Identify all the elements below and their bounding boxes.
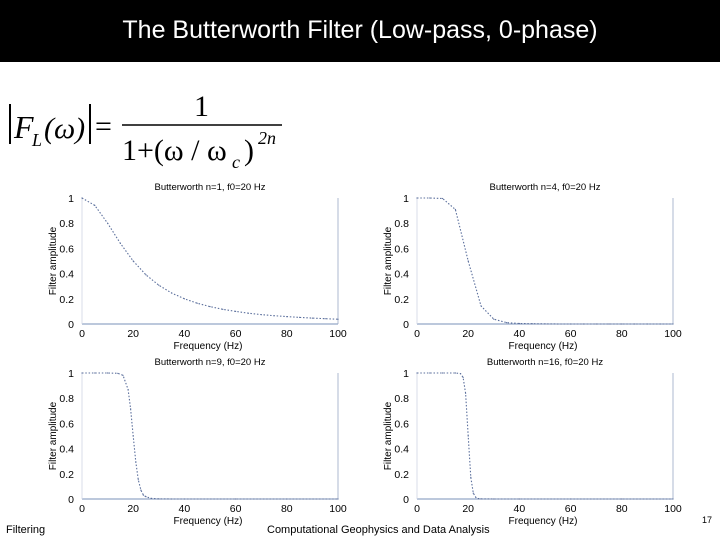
x-tick-label: 40 <box>178 503 191 515</box>
data-point <box>337 319 338 320</box>
denominator-main: 1+(ω / ω <box>122 134 227 167</box>
footer-left: Filtering <box>6 524 46 536</box>
data-point <box>416 197 417 198</box>
x-tick-label: 20 <box>127 328 140 340</box>
y-tick-label: 0.2 <box>394 293 409 306</box>
data-point <box>647 323 648 324</box>
formula-arg: (ω) <box>44 112 86 145</box>
data-point <box>158 498 159 499</box>
data-point <box>94 205 95 206</box>
y-tick-label: 1 <box>403 368 409 380</box>
x-tick-label: 40 <box>513 328 526 340</box>
data-point <box>325 318 326 319</box>
y-tick-label: 0.8 <box>59 218 74 231</box>
x-tick-label: 60 <box>564 328 577 340</box>
data-point <box>557 323 558 324</box>
x-tick-label: 20 <box>462 328 475 340</box>
data-point <box>184 298 185 299</box>
y-tick-label: 0.4 <box>394 443 409 456</box>
data-point <box>608 323 609 324</box>
y-tick-label: 0.6 <box>59 243 74 256</box>
x-tick-label: 0 <box>414 328 420 340</box>
data-point <box>621 498 622 499</box>
data-point <box>429 197 430 198</box>
data-point <box>235 311 236 312</box>
x-tick-label: 60 <box>564 503 577 515</box>
formula-numerator: 1 <box>194 90 209 123</box>
y-axis-label: Filter amplitude <box>383 226 394 296</box>
data-point <box>299 317 300 318</box>
data-point <box>133 435 134 436</box>
y-tick-label: 0.4 <box>59 443 74 456</box>
data-point <box>286 316 287 317</box>
data-point <box>138 479 139 480</box>
y-tick-label: 0.8 <box>59 393 74 406</box>
data-point <box>570 498 571 499</box>
x-tick-label: 0 <box>79 503 85 515</box>
y-tick-label: 0.6 <box>59 418 74 431</box>
chart-panel-1 <box>48 182 347 352</box>
data-point <box>473 493 474 494</box>
data-point <box>94 372 95 373</box>
data-point <box>235 498 236 499</box>
slide-title: The Butterworth Filter (Low-pass, 0-phase) <box>122 16 598 44</box>
data-point <box>122 375 123 376</box>
x-tick-label: 60 <box>229 328 242 340</box>
data-point <box>130 408 131 409</box>
y-tick-label: 0 <box>68 494 74 506</box>
x-tick-label: 80 <box>615 503 628 515</box>
x-tick-label: 100 <box>329 328 347 340</box>
data-point <box>151 498 152 499</box>
formula-subscript-L: L <box>32 130 43 150</box>
data-point <box>248 313 249 314</box>
data-point <box>470 477 471 478</box>
y-tick-label: 0.6 <box>394 418 409 431</box>
x-axis-label: Frequency (Hz) <box>508 341 578 352</box>
y-tick-label: 0.6 <box>394 243 409 256</box>
y-axis-label: Filter amplitude <box>383 401 394 471</box>
data-point <box>506 322 507 323</box>
data-point <box>107 372 108 373</box>
chart-title: Butterworth n=1, f0=20 Hz <box>154 182 266 193</box>
page-number: 17 <box>702 515 713 525</box>
x-axis-label: Frequency (Hz) <box>173 341 243 352</box>
data-point <box>81 197 82 198</box>
y-tick-label: 0.4 <box>394 268 409 281</box>
data-point <box>480 498 481 499</box>
data-point <box>145 496 146 497</box>
y-tick-label: 1 <box>68 368 74 380</box>
data-point <box>493 319 494 320</box>
y-tick-label: 0.2 <box>394 468 409 481</box>
data-point <box>107 223 108 224</box>
data-point <box>468 260 469 261</box>
chart-panel-2 <box>383 182 682 352</box>
x-tick-label: 20 <box>462 503 475 515</box>
data-point <box>672 323 673 324</box>
data-point <box>455 372 456 373</box>
data-point <box>480 305 481 306</box>
data-point <box>143 495 144 496</box>
data-point <box>672 498 673 499</box>
data-point <box>570 323 571 324</box>
data-point <box>442 372 443 373</box>
x-tick-label: 80 <box>280 328 293 340</box>
plots-root <box>48 182 682 527</box>
x-tick-label: 80 <box>615 328 628 340</box>
data-point <box>465 393 466 394</box>
data-point <box>117 373 118 374</box>
data-point <box>532 323 533 324</box>
formula-equals: = <box>95 110 112 143</box>
denominator-close: ) <box>244 134 254 167</box>
data-point <box>583 323 584 324</box>
data-point <box>133 260 134 261</box>
x-tick-label: 100 <box>664 503 682 515</box>
y-tick-label: 0.4 <box>59 268 74 281</box>
y-tick-label: 0 <box>68 319 74 331</box>
x-tick-label: 80 <box>280 503 293 515</box>
x-axis-label: Frequency (Hz) <box>508 516 578 527</box>
chart-title: Butterworth n=9, f0=20 Hz <box>154 357 266 368</box>
y-tick-label: 0 <box>403 319 409 331</box>
y-tick-label: 0 <box>403 494 409 506</box>
data-point <box>171 292 172 293</box>
y-axis-label: Filter amplitude <box>48 226 59 296</box>
data-point <box>81 372 82 373</box>
data-point <box>171 498 172 499</box>
data-point <box>519 498 520 499</box>
data-point <box>128 389 129 390</box>
data-point <box>286 498 287 499</box>
data-point <box>478 498 479 499</box>
data-point <box>140 490 141 491</box>
data-point <box>442 198 443 199</box>
y-tick-label: 1 <box>68 193 74 205</box>
chart-panel-4 <box>383 357 682 527</box>
data-point <box>273 315 274 316</box>
series-line <box>82 198 338 319</box>
data-point <box>493 498 494 499</box>
data-point <box>634 323 635 324</box>
x-tick-label: 20 <box>127 503 140 515</box>
data-point <box>455 209 456 210</box>
data-point <box>209 306 210 307</box>
data-point <box>120 243 121 244</box>
chart-title: Butterworth n=16, f0=20 Hz <box>486 357 604 368</box>
x-tick-label: 60 <box>229 503 242 515</box>
series-line <box>417 198 673 324</box>
data-point <box>463 377 464 378</box>
denominator-subscript: c <box>232 152 240 170</box>
x-axis-label: Frequency (Hz) <box>173 516 243 527</box>
data-point <box>416 372 417 373</box>
data-point <box>158 285 159 286</box>
x-tick-label: 100 <box>329 503 347 515</box>
data-point <box>596 323 597 324</box>
x-tick-label: 0 <box>414 503 420 515</box>
data-point <box>621 323 622 324</box>
y-axis-label: Filter amplitude <box>48 401 59 471</box>
data-point <box>660 323 661 324</box>
data-point <box>145 274 146 275</box>
x-tick-label: 40 <box>513 503 526 515</box>
x-tick-label: 100 <box>664 328 682 340</box>
formula-F: F <box>14 109 34 145</box>
y-tick-label: 0.8 <box>394 393 409 406</box>
y-tick-label: 1 <box>403 193 409 205</box>
formula-exponent: 2n <box>258 128 276 148</box>
y-tick-label: 0.2 <box>59 468 74 481</box>
data-point <box>475 497 476 498</box>
x-tick-label: 0 <box>79 328 85 340</box>
x-tick-label: 40 <box>178 328 191 340</box>
data-point <box>184 498 185 499</box>
y-tick-label: 0.8 <box>394 218 409 231</box>
series-line <box>82 373 338 499</box>
data-point <box>197 303 198 304</box>
footer-center: Computational Geophysics and Data Analysis <box>267 524 490 536</box>
data-point <box>429 372 430 373</box>
data-point <box>468 435 469 436</box>
data-point <box>460 373 461 374</box>
data-point <box>135 461 136 462</box>
series-line <box>417 373 673 499</box>
chart-panel-3 <box>48 357 347 527</box>
data-point <box>544 323 545 324</box>
data-point <box>519 323 520 324</box>
data-point <box>312 318 313 319</box>
data-point <box>337 498 338 499</box>
data-point <box>261 314 262 315</box>
y-tick-label: 0.2 <box>59 293 74 306</box>
data-point <box>222 309 223 310</box>
chart-title: Butterworth n=4, f0=20 Hz <box>489 182 601 193</box>
